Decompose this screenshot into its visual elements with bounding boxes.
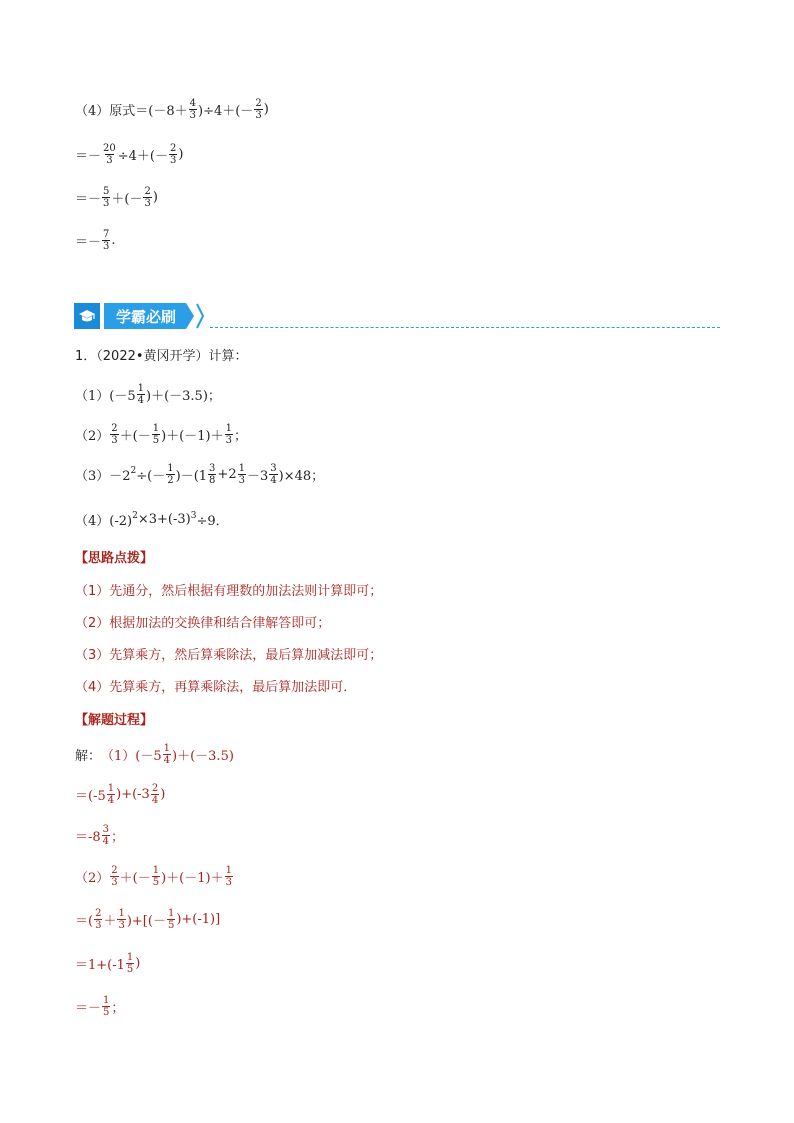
text: 【思路点拨】	[75, 551, 154, 566]
text: )+(-1)]	[176, 912, 221, 927]
text: )＋(－1)＋	[161, 871, 224, 886]
text: ＝(	[75, 914, 94, 929]
text: )	[263, 102, 269, 117]
text: ＋(－	[111, 192, 143, 207]
text: )＋(－1)＋	[161, 429, 224, 444]
text: ＝－	[75, 235, 102, 250]
text: ＝－	[75, 1001, 102, 1016]
text: ＝－	[75, 149, 102, 164]
banner-arrow	[186, 303, 194, 329]
fraction: $\frac{4}{3}$	[189, 98, 196, 121]
hint-2	[75, 612, 330, 631]
problem-1	[75, 383, 221, 406]
fraction: $\frac{2}{3}$	[111, 423, 118, 446]
solution-line-6	[75, 952, 140, 975]
text: （1）先通分，然后根据有理数的加法法则计算即可；	[75, 584, 383, 599]
fraction: $\frac{1}{3}$	[225, 423, 232, 446]
fraction: $\frac{1}{5}$	[167, 908, 175, 931]
text: ；	[111, 1001, 125, 1016]
divider	[210, 327, 720, 328]
problem-intro	[75, 345, 248, 364]
text: 【解题过程】	[75, 713, 154, 728]
text: （2）	[75, 429, 110, 444]
text: )×48；	[278, 469, 325, 484]
hint-4	[75, 676, 356, 695]
fraction: $\frac{2}{3}$	[95, 908, 102, 931]
exponent: 2	[130, 465, 137, 476]
solution-line-7	[75, 995, 124, 1018]
fraction: $\frac{1}{3}$	[238, 463, 245, 486]
text: )－(1	[175, 469, 208, 484]
text: ＝-8	[75, 830, 101, 845]
text: ＝1+(-1	[75, 958, 125, 973]
fraction: $\frac{3}{8}$	[209, 463, 216, 486]
text: +2	[217, 467, 237, 482]
problem-4	[75, 510, 229, 529]
text: （2）根据加法的交换律和结合律解答即可；	[75, 616, 331, 631]
text: ＋(－	[119, 871, 151, 886]
section-banner	[74, 303, 204, 329]
text: ；	[111, 830, 125, 845]
fraction: $\frac{1}{5}$	[103, 995, 110, 1018]
text: ÷4＋(－	[117, 149, 168, 164]
hint-heading	[75, 547, 153, 566]
text: 解：	[75, 749, 102, 764]
fraction: $\frac{3}{4}$	[102, 824, 110, 847]
fraction: $\frac{2}{4}$	[151, 783, 159, 806]
text: ×3+(-3)	[137, 512, 191, 527]
text: )+[(－	[126, 914, 166, 929]
text: （2）	[75, 871, 110, 886]
fraction: $\frac{1}{3}$	[225, 865, 232, 888]
text: )	[178, 147, 184, 162]
text: （4）原式＝(－8＋	[75, 104, 188, 119]
solution-heading	[75, 709, 153, 728]
top-line-2	[75, 143, 183, 166]
text: .	[111, 233, 116, 248]
text: )＋(－3.5)	[172, 749, 234, 764]
text: )÷4＋(－	[198, 104, 254, 119]
chevron-right-icon	[196, 303, 204, 329]
text: ＋(－	[119, 429, 151, 444]
banner-title: 学霸必刷	[104, 303, 186, 329]
text: ；	[233, 429, 247, 444]
fraction: $\frac{2}{3}$	[255, 98, 262, 121]
fraction: $\frac{1}{3}$	[118, 908, 125, 931]
text: （3）先算乘方，然后算乘除法，最后算加减法即可；	[75, 648, 383, 663]
fraction: $\frac{1}{4}$	[107, 783, 115, 806]
top-line-3	[75, 186, 158, 209]
text: ÷9．	[196, 514, 229, 529]
text: －3	[246, 469, 269, 484]
top-line-1	[75, 98, 269, 121]
fraction: $\frac{2}{3}$	[170, 143, 177, 166]
text: )	[160, 787, 166, 802]
text: （3）－2	[75, 469, 131, 484]
fraction: $\frac{1}{5}$	[152, 423, 160, 446]
text: ÷(－	[136, 469, 166, 484]
text: )	[135, 956, 141, 971]
text: ＝(-5	[75, 789, 106, 804]
fraction: $\frac{1}{5}$	[152, 865, 160, 888]
text: )＋(－3.5)；	[146, 389, 221, 404]
fraction: $\frac{2}{3}$	[144, 186, 151, 209]
top-line-4	[75, 229, 116, 252]
hint-1	[75, 580, 382, 599]
text: （1）(－5	[75, 389, 136, 404]
fraction: $\frac{1}{4}$	[163, 743, 171, 766]
fraction: $\frac{2}{3}$	[111, 865, 118, 888]
fraction: $\frac{1}{4}$	[137, 383, 144, 406]
solution-line-1	[75, 743, 234, 766]
text: )	[152, 190, 158, 205]
fraction: $\frac{1}{2}$	[167, 463, 174, 486]
text: （4）先算乘方，再算乘除法，最后算加法即可．	[75, 680, 357, 695]
fraction: $\frac{5}{3}$	[103, 186, 110, 209]
text: )+(-3	[116, 787, 150, 802]
graduation-cap-icon	[74, 303, 100, 329]
text: （4）(-2)	[75, 514, 133, 529]
fraction: $\frac{3}{4}$	[270, 463, 277, 486]
text: ＝－	[75, 192, 102, 207]
hint-3	[75, 644, 382, 663]
problem-3	[75, 463, 324, 486]
exponent: 3	[190, 510, 197, 521]
solution-line-2	[75, 783, 165, 806]
text: 1．（2022•黄冈开学）计算：	[75, 349, 248, 364]
exponent: 2	[132, 510, 138, 521]
solution-line-4	[75, 865, 234, 888]
fraction: $\frac{7}{3}$	[103, 229, 110, 252]
problem-2	[75, 423, 247, 446]
text: ＋	[103, 914, 117, 929]
fraction: $\frac{1}{5}$	[126, 952, 134, 975]
text: （1）(－5	[101, 749, 162, 764]
fraction: $\frac{20}{3}$	[103, 143, 116, 166]
solution-line-3	[75, 824, 124, 847]
solution-line-5	[75, 908, 220, 931]
